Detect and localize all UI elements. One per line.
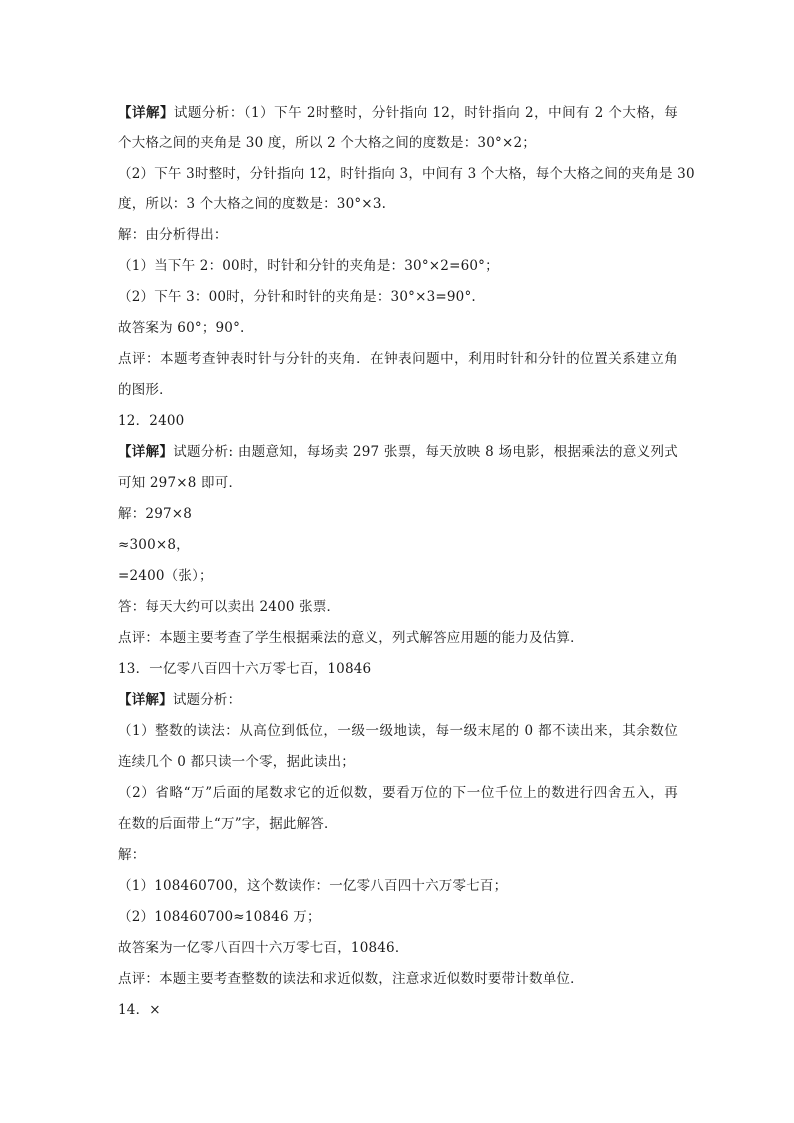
text-line: 点评：本题考查钟表时针与分针的夹角．在钟表问题中，利用时针和分针的位置关系建立角 [118, 351, 678, 367]
text-line: （2）省略“万”后面的尾数求它的近似数，要看万位的下一位千位上的数进行四舍五入，再 [118, 785, 678, 801]
text-line: 在数的后面带上“万”字，据此解答． [118, 816, 338, 832]
detail-tag: 【详解】 [118, 692, 173, 708]
text-line: 可知 297×8 即可． [118, 475, 243, 491]
question-answer: 13．一亿零八百四十六万零七百，10846 [118, 661, 372, 677]
text-line: （1）整数的读法：从高位到低位，一级一级地读，每一级末尾的 0 都不读出来，其余数位 [118, 723, 678, 739]
text-line: 答：每天大约可以卖出 2400 张票． [118, 599, 341, 615]
text-line: （2）下午 3时整时，分针指向 12，时针指向 3，中间有 3 个大格，每个大格之间的夹角是 30 [118, 166, 695, 182]
question-answer: 14．× [118, 1002, 161, 1018]
text-line [118, 443, 678, 461]
detail-tag: 【详解】 [118, 105, 174, 121]
line-text: 试题分析: 由题意知，每场卖 297 张票，每天放映 8 场电影，根据乘法的意义列式 [173, 444, 678, 460]
detail-tag: 【详解】 [118, 444, 174, 460]
text-line: 故答案为一亿零八百四十六万零七百，10846． [118, 940, 409, 956]
text-line: 连续几个 0 都只读一个零，据此读出； [118, 754, 355, 770]
text-line: 点评：本题主要考查整数的读法和求近似数，注意求近似数时要带计数单位． [118, 971, 584, 987]
line-text: 试题分析：（1）下午 2时整时，分针指向 12，时针指向 2，中间有 2 个大格，每 [173, 105, 678, 121]
text-line: 解： [118, 847, 146, 863]
text-line: 个大格之间的夹角是 30 度，所以 2 个大格之间的度数是：30°×2； [118, 135, 536, 151]
text-line [118, 691, 241, 709]
text-line: （1）108460700，这个数读作：一亿零八百四十六万零七百； [118, 878, 508, 894]
text-line: （2）下午 3：00时，分针和时针的夹角是：30°×3=90°. [118, 289, 476, 305]
line-text: 试题分析： [172, 692, 242, 708]
text-line: 故答案为 60°；90°. [118, 320, 245, 336]
text-line: 解：由分析得出： [118, 227, 228, 243]
text-line: =2400（张）； [118, 568, 213, 584]
text-line: ≈300×8， [118, 537, 190, 553]
text-line: 解：297×8 [118, 506, 193, 522]
text-line: （1）当下午 2：00时，时针和分针的夹角是：30°×2=60°； [118, 258, 499, 274]
question-answer: 12．2400 [118, 413, 185, 429]
text-line: 度，所以：3 个大格之间的度数是：30°×3. [118, 196, 387, 212]
text-line: 点评：本题主要考查了学生根据乘法的意义，列式解答应用题的能力及估算． [118, 630, 584, 646]
text-line [118, 104, 678, 122]
text-line: 的图形． [118, 382, 173, 398]
text-line: （2）108460700≈10846 万； [118, 909, 321, 925]
